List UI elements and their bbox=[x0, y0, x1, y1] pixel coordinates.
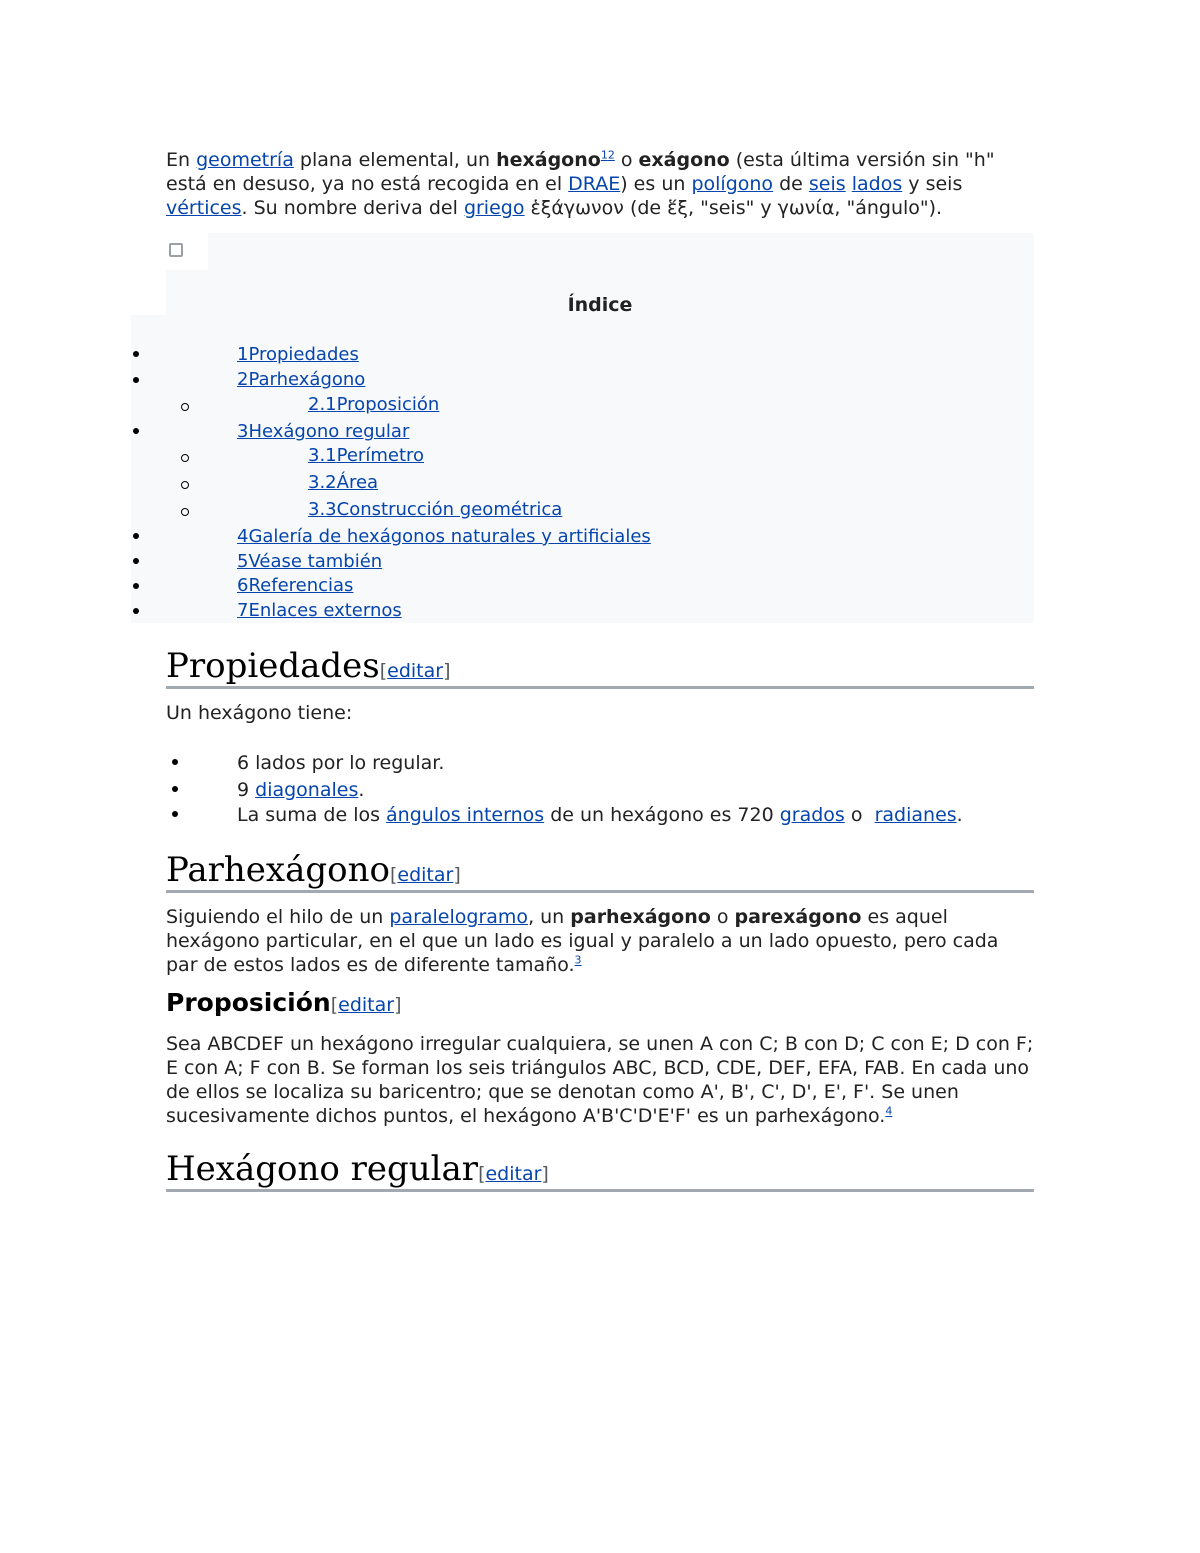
link-vertices[interactable]: vértices bbox=[166, 197, 242, 219]
edit-link-proposicion[interactable]: [editar] bbox=[330, 994, 402, 1016]
parhexagono-text: Siguiendo el hilo de un paralelogramo, un parhexágono o parexágono es aquel hexágono particular, en el que un lado es igual y paralelo a un lado opuesto, pero cada par de estos lados es de diferente tamaño.$^3$ bbox=[166, 906, 999, 976]
bullet-icon bbox=[172, 759, 178, 765]
bullet-icon bbox=[133, 377, 139, 383]
toc-toggle-checkbox[interactable] bbox=[169, 243, 183, 257]
link-geometria[interactable]: geometría bbox=[196, 149, 294, 171]
circle-bullet-icon bbox=[181, 454, 189, 462]
heading-hexagono-regular: Hexágono regular[editar] bbox=[166, 1149, 1034, 1192]
edit-link-parhexagono[interactable]: [editar] bbox=[389, 864, 461, 886]
toc-item-enlaces[interactable]: 7Enlaces externos bbox=[237, 600, 402, 621]
ref-2[interactable]: 2 bbox=[607, 148, 615, 162]
link-griego[interactable]: griego bbox=[463, 197, 525, 219]
bullet-icon bbox=[133, 428, 139, 434]
bullet-icon bbox=[133, 608, 139, 614]
list-item: La suma de los ángulos internos de un hexágono es 720 grados o radianes. bbox=[237, 804, 963, 826]
intro-text: En geometría plana elemental, un hexágono$^{12}$ o exágono (esta última versión sin "h" está en desuso, ya no está recogida en el DRAE) es un polígono de seis lados y seis vértices. Su nombre deriva del griego ἑξάγωνον (de ἕξ, "seis" y γωνία, "ángulo"). bbox=[166, 148, 995, 219]
intro-paragraph bbox=[166, 148, 1034, 220]
link-seis[interactable]: seis bbox=[808, 173, 846, 195]
heading-propiedades: Propiedades[editar] bbox=[166, 646, 1034, 689]
link-paralelogramo[interactable]: paralelogramo bbox=[389, 906, 529, 928]
propiedades-intro: Un hexágono tiene: bbox=[166, 702, 353, 724]
toc-item-referencias[interactable]: 6Referencias bbox=[237, 575, 354, 596]
edit-link-hexagono-regular[interactable]: [editar] bbox=[478, 1163, 549, 1185]
bullet-icon bbox=[172, 786, 178, 792]
toc-item-parhexagono[interactable]: 2Parhexágono bbox=[237, 369, 366, 390]
bullet-icon bbox=[133, 558, 139, 564]
toc-item-construccion[interactable]: 3.3Construcción geométrica bbox=[308, 499, 563, 520]
link-angulos-internos[interactable]: ángulos internos bbox=[386, 804, 545, 826]
bullet-icon bbox=[133, 351, 139, 357]
circle-bullet-icon bbox=[181, 481, 189, 489]
term-exagono: exágono bbox=[638, 149, 730, 171]
toc-item-propiedades[interactable]: 1Propiedades bbox=[237, 344, 359, 365]
toc-item-perimetro[interactable]: 3.1Perímetro bbox=[308, 445, 425, 466]
toc-item-proposicion[interactable]: 2.1Proposición bbox=[308, 394, 440, 415]
toc-item-galeria[interactable]: 4Galería de hexágonos naturales y artificiales bbox=[237, 526, 651, 547]
link-diagonales[interactable]: diagonales bbox=[255, 779, 359, 801]
link-grados[interactable]: grados bbox=[779, 804, 845, 826]
bullet-icon bbox=[133, 583, 139, 589]
link-poligono[interactable]: polígono bbox=[691, 173, 774, 195]
list-item: 6 lados por lo regular. bbox=[237, 752, 445, 774]
ref-1[interactable]: 1 bbox=[600, 148, 608, 162]
link-drae[interactable]: DRAE bbox=[568, 173, 621, 195]
edit-link-propiedades[interactable]: [editar] bbox=[379, 660, 451, 682]
list-item: 9 diagonales. bbox=[237, 779, 365, 801]
link-lados[interactable]: lados bbox=[851, 173, 903, 195]
bullet-icon bbox=[133, 533, 139, 539]
proposicion-text: Sea ABCDEF un hexágono irregular cualquiera, se unen A con C; B con D; C con E; D con F; E con A; F con B. Se forman los seis triángulos ABC, BCD, CDE, DEF, EFA, FAB. En cada uno de ellos se localiza su baricentro; que se denotan como A', B', C', D', E', F'. Se unen sucesivamente dichos puntos, el hexágono A'B'C'D'E'F' es un parhexágono.$^4$ bbox=[166, 1033, 1034, 1127]
toc-item-hexagono-regular[interactable]: 3Hexágono regular bbox=[237, 421, 410, 442]
circle-bullet-icon bbox=[181, 508, 189, 516]
toc-title: Índice bbox=[567, 294, 633, 316]
heading-parhexagono: Parhexágono[editar] bbox=[166, 850, 1034, 893]
toc-item-vease[interactable]: 5Véase también bbox=[237, 551, 383, 572]
term-hexagono: hexágono bbox=[496, 149, 601, 171]
ref-3[interactable]: 3 bbox=[574, 953, 582, 967]
bullet-icon bbox=[172, 811, 178, 817]
ref-4[interactable]: 4 bbox=[885, 1104, 893, 1118]
link-radianes[interactable]: radianes bbox=[874, 804, 957, 826]
heading-proposicion: Proposición[editar] bbox=[166, 988, 402, 1017]
circle-bullet-icon bbox=[181, 403, 189, 411]
toc-item-area[interactable]: 3.2Área bbox=[308, 472, 379, 493]
table-of-contents bbox=[131, 233, 1034, 623]
